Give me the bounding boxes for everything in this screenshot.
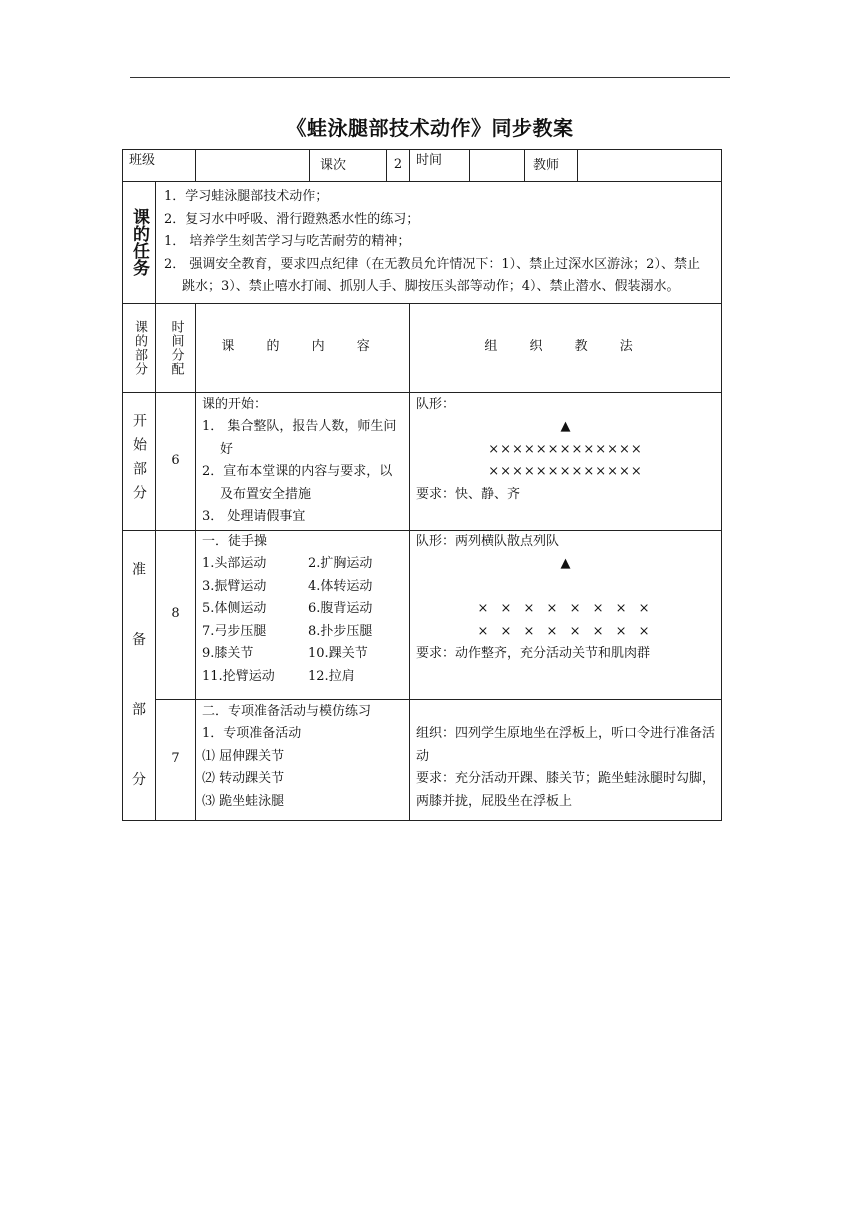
task-item: 2． 强调安全教育，要求四点纪律（在无教员允许情况下：1）、禁止过深水区游泳；2）、禁止跳水；3）、禁止嘻水打闹、抓别人手、脚按压头部等动作；4）、禁止潜水、假装溺水。 [164,256,700,294]
student-row-marks: ××××××××××××× [488,441,643,457]
task-row [123,182,722,304]
class-label: 班级 [123,150,196,182]
prep-special-row [123,699,722,820]
exercise-pair: 9.膝关节 10.踝关节 [202,646,368,661]
warmup-formation: 队形：两列横队散点列队 [416,533,560,549]
start-content-item: 3． 处理请假事宜 [202,509,306,524]
task-item: 1．学习蛙泳腿部技术动作； [164,189,329,204]
warmup-requirement: 要求：动作整齐，充分活动关节和肌肉群 [416,646,651,661]
start-requirement: 要求：快、静、齐 [416,486,521,502]
warmup-title: 一．徒手操 [202,533,268,549]
teacher-triangle-icon: ▲ [560,419,571,434]
task-label-cell [123,182,156,304]
col-part: 课的部分 [123,303,156,392]
student-row-marks: × × × × × × × × [477,623,654,639]
start-part-label: 开始部分 [131,413,147,509]
lesson-label: 课次 2 [310,150,410,182]
document-title: 《蛙泳腿部技术动作》同步教案 [286,116,574,140]
warmup-time: 8 [156,530,196,699]
special-content [196,699,410,820]
prep-part-label: 准 备 部 分 [132,561,146,788]
special-item: ⑵ 转动踝关节 [202,771,285,786]
time-value [470,150,525,182]
teacher-triangle-icon: ▲ [560,556,571,571]
warmup-method [410,530,722,699]
start-part-cell [123,392,156,530]
prep-warmup-row [123,530,722,699]
col-content: 课 的 内 容 [196,303,410,392]
task-item: 2．复习水中呼吸、滑行蹬熟悉水性的练习； [164,211,420,227]
exercise-pair: 11.抡臂运动 12.拉肩 [202,668,355,684]
start-time: 6 [156,392,196,530]
special-title: 二．专项准备活动与模仿练习 [202,703,372,719]
student-row-marks: × × × × × × × × [477,601,654,616]
exercise-pair: 1.头部运动 2.扩胸运动 [202,556,373,571]
column-header-row [123,303,722,392]
start-content-item: 1． 集合整队，报告人数，师生问好 [202,419,397,457]
special-method [410,699,722,820]
header-rule [130,77,730,78]
exercise-pair: 7.弓步压腿 8.扑步压腿 [202,623,373,639]
task-item: 1． 培养学生刻苦学习与吃苦耐劳的精神； [164,234,411,249]
teacher-cell [525,150,722,182]
start-formation-label: 队形： [416,396,456,412]
warmup-content [196,530,410,699]
special-item: 1．专项准备活动 [202,726,302,741]
special-organization: 组织：四列学生原地坐在浮板上，听口令进行准备活动 [416,726,716,764]
col-time: 时间分配 [156,303,196,392]
class-value [196,150,310,182]
col-method: 组 织 教 法 [410,303,722,392]
special-requirement: 要求：充分活动开踝、膝关节；跪坐蛙泳腿时勾脚，两膝并拢，屁股坐在浮板上 [416,771,716,809]
exercise-pair: 5.体侧运动 6.腹背运动 [202,601,373,616]
lesson-plan-table [122,149,722,821]
start-content-title: 课的开始： [202,396,268,412]
teacher-label: 教师 [525,150,578,181]
exercise-pair: 3.振臂运动 4.体转运动 [202,578,373,594]
time-label: 时间 [410,150,470,182]
special-item: ⑴ 屈伸踝关节 [202,748,285,764]
student-row-marks: ××××××××××××× [488,464,643,479]
task-label: 课的任务 [129,208,149,277]
task-content [156,182,722,304]
start-content [196,392,410,530]
lesson-number: 2 [393,157,403,173]
start-section-row [123,392,722,530]
special-item: ⑶ 跪坐蛙泳腿 [202,793,285,809]
header-row [123,150,722,182]
start-content-item: 2．宣布本堂课的内容与要求，以及布置安全措施 [202,464,393,502]
start-method [410,392,722,530]
prep-part-cell [123,530,156,820]
special-time: 7 [156,699,196,820]
